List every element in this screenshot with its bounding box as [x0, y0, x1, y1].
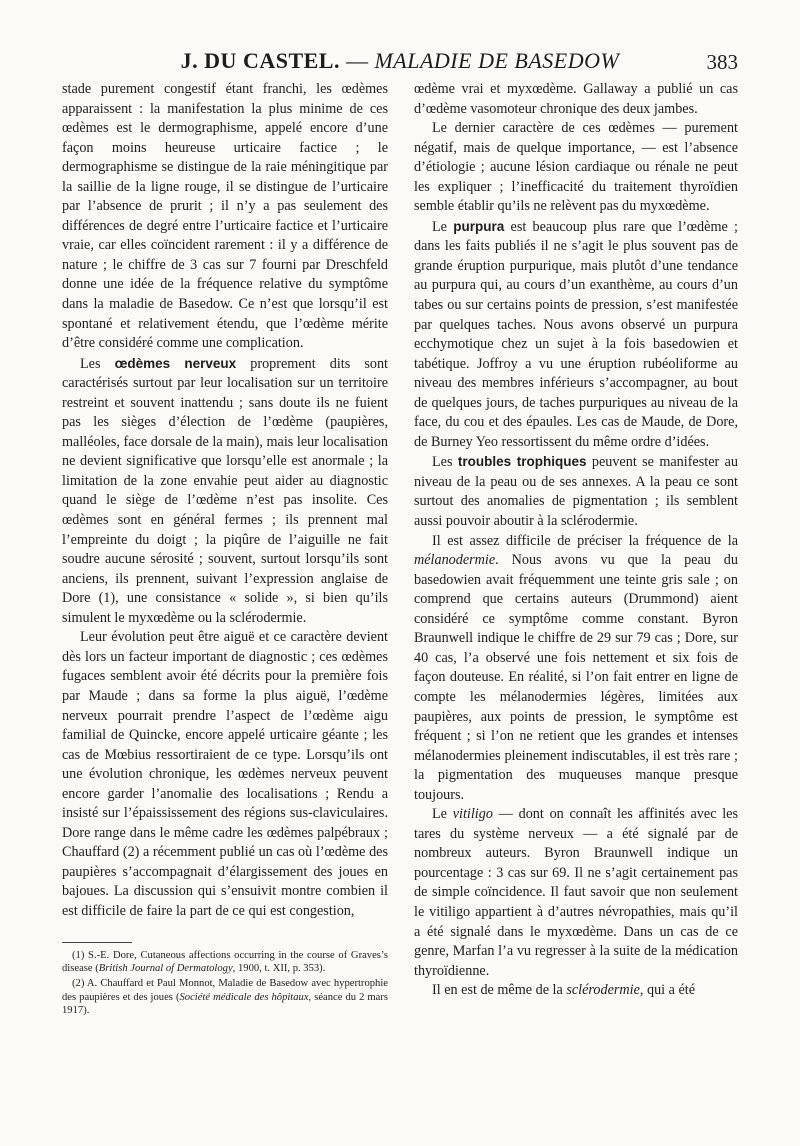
left-column [62, 80, 388, 1020]
paragraph: Les œdèmes nerveux proprement dits sont caractérisés surtout par leur localisation sur un territoire restreint et souvent inattendu ; sans doute ils ne fuient pas les sièges d’élection de l’œdème (paupières, malléoles, face dorsale de la main), mais leur localisation ne devient significative que lorsqu’elle est anormale ; la limitation de la zone envahie peut aider au diagnostic quand le siège de l’œdème n’est pas insolite. Ces œdèmes sont en général fermes ; ils prennent mal l’empreinte du doigt ; la piqûre de l’aiguille ne fait soudre aucune sérosité ; souvent, surtout lorsqu’ils sont anciens, ils prennent, suivant l’expression anglaise de Dore (1), une consistance « solide », si bien qu’ils simulent le myxœdème ou la sclérodermie. [62, 355, 388, 626]
footnote-separator [62, 942, 132, 943]
header-subject: MALADIE DE BASEDOW [374, 48, 620, 73]
running-title [62, 48, 738, 74]
paragraph: Il en est de même de la sclérodermie, qui a été [432, 982, 696, 999]
paragraph: œdème vrai et myxœdème. Gallaway a publié un cas d’œdème vasomoteur chronique des deux jambes. [414, 81, 738, 117]
footnote: (2) A. Chauffard et Paul Monnot, Maladie de Basedow avec hypertrophie des paupières et des joues (Société médicale des hôpitaux, séance du 2 mars 1917). [62, 978, 388, 1017]
bold-term: troubles trophiques [457, 454, 587, 470]
bold-term: purpura [453, 218, 505, 234]
italic-term: mélanodermie [414, 552, 496, 569]
header-author: J. DU CASTEL. [180, 48, 340, 73]
header-dash: — [345, 48, 369, 73]
paragraph: stade purement congestif étant franchi, les œdèmes apparaissent : la manifestation la plus minime de ces œdèmes est le dermographisme, appelé encore d’une façon moins heureuse urticaire factice ; le dermographisme se distingue de la raie méningitique par la saillie de la ligne rouge, il se distingue de l’urticaire par l’absence de prurit ; il n’y a pas seulement des différences de degré entre l’urticaire factice et l’urticaire vraie, car elles coïncident rarement : il y a différence de nature ; le chiffre de 3 cas sur 7 fourni par Dreschfeld donne une idée de la fréquence relative du symptôme dans la maladie de Basedow. Ce n’est que lorsqu’il est spontané et relativement étendu, que l’œdème mérite d’être considéré comme une complication. [62, 81, 388, 352]
bold-term: œdèmes nerveux [114, 355, 237, 371]
paragraph: Les troubles trophiques peuvent se manifester au niveau de la peau ou de ses annexes. A la peau ce sont surtout des anomalies de pigmentation ; ils semblent aussi pouvoir aboutir à la sclérodermie. [414, 454, 738, 530]
footnote: (1) S.-E. Dore, Cutaneous affections occurring in the course of Graves’s disease (British Journal of Dermatology, 1900, t. XII, p. 353). [62, 949, 388, 974]
paragraph: Il est assez difficile de préciser la fréquence de la mélanodermie. Nous avons vu que la peau du basedowien avait fréquemment une teinte gris sale ; on comprend que certains auteurs (Drummond) aient considéré ce symptôme comme constant. Byron Braunwell indique le chiffre de 29 sur 79 cas ; Dore, sur 40 cas, l’a observé une fois nettement et six fois de façon douteuse. En réalité, si l’on fait entrer en ligne de compte les mélanodermies légères, limitées aux paupières, aux points de pression, le symptôme est fréquent ; si l’on ne retient que les grandes et intenses mélanodermies pleinement indiscutables, il est très rare ; la pigmentation des muqueuses manque presque toujours. [414, 532, 738, 803]
page-number: 383 [706, 50, 738, 74]
running-header [62, 48, 738, 78]
paragraph: Le vitiligo — dont on connaît les affinités avec les tares du système nerveux — a été signalé par de nombreux auteurs. Byron Braunwell indique un pourcentage : 3 cas sur 69. Il ne s’agit certainement pas de simple coïncidence. Il faut savoir que non seulement le vitiligo appartient à d’autres névropathies, mais qu’il a été signalé dans le myxœdème. Dans un cas de ce genre, Marfan l’a vu regresser à la suite de la médication thyroïdienne. [414, 806, 738, 979]
italic-term: vitiligo [452, 806, 493, 823]
paragraph: Le dernier caractère de ces œdèmes — purement négatif, mais de quelque importance, — est l’absence d’étiologie ; aucune lésion cardiaque ou rénale ne peut les expliquer ; l’inefficacité du traitement thyroïdien semble établir qu’ils ne relèvent pas du myxœdème. [414, 120, 738, 215]
paragraph: Le purpura est beaucoup plus rare que l’œdème ; dans les faits publiés il ne s’agit le plus souvent pas de grande éruption purpurique, mais plutôt d’une tendance au purpura qui, au cours d’un exanthème, au cours d’un tabes ou sur certains points de pression, s’est manifestée par quelques taches. Nous avons observé un purpura ecchymotique chez un sujet à la fois basedowien et tabétique. Joffroy a vu une éruption rubéoliforme au niveau des membres inférieurs s’accompagner, au bout de quelques jours, de taches purpuriques au niveau de la face, du cou et des épaules. Les cas de Maude, de Dore, de Burney Yeo ressortissent du même ordre d’idées. [414, 218, 738, 450]
italic-term: sclérodermie [566, 982, 640, 999]
footnotes [62, 949, 388, 1018]
right-column [414, 80, 738, 1001]
paragraph: Leur évolution peut être aiguë et ce caractère devient dès lors un facteur important de diagnostic ; ces œdèmes fugaces semblent avoir été décrits pour la première fois par Maude ; dans sa forme la plus aiguë, l’œdème nerveux pourrait prendre l’aspect de l’œdème aigu familial de Quincke, encore appelé urticaire géante ; les cas de Mœbius ressortiraient de ce type. Lorsqu’ils ont une évolution chronique, les œdèmes nerveux peuvent encore garder l’anomalie des localisations ; Rendu a insisté sur l’épaississement des régions sus-claviculaires. Dore range dans le même cadre les œdèmes palpébraux ; Chauffard (2) a récemment publié un cas où l’œdème des paupières s’accompagnait d’élargissement des joues en bajoues. La discussion qui s’ensuivit montre combien il est difficile de faire la part de ce qui est congestion, [62, 629, 388, 919]
